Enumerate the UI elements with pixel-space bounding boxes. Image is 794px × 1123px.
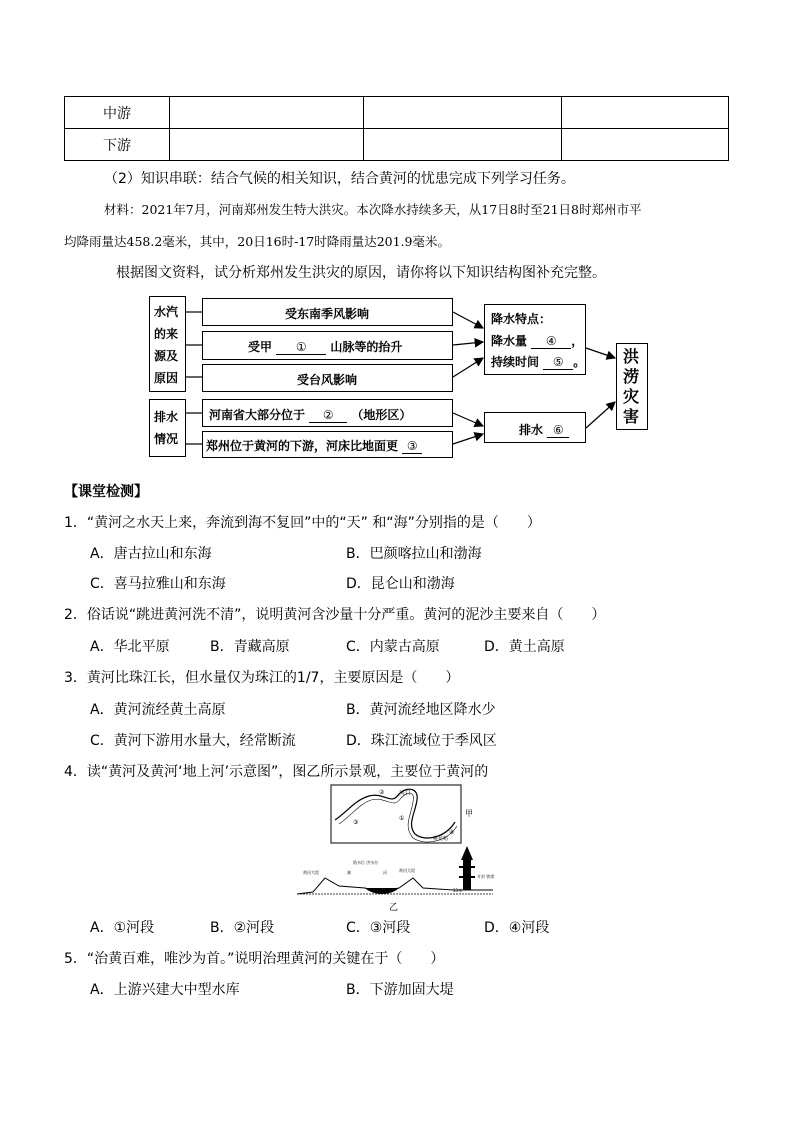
precip-amount-label: 降水量 bbox=[491, 334, 528, 348]
label-char: 害 bbox=[623, 407, 640, 426]
label-char: 水汽 bbox=[154, 305, 179, 319]
pagoda-icon bbox=[459, 846, 475, 890]
blank-3[interactable]: ③ bbox=[402, 439, 422, 454]
diagram-instruction: 根据图文资料，试分析郑州发生洪灾的原因，请你将以下知识结构图补充完整。 bbox=[116, 265, 606, 281]
river-label: 河 bbox=[383, 870, 387, 875]
q5-option-b[interactable]: B．下游加固大堤 bbox=[346, 982, 454, 998]
q4-option-d[interactable]: D．④河段 bbox=[484, 920, 550, 936]
q2-option-d[interactable]: D．黄土高原 bbox=[484, 639, 565, 655]
q2-option-c[interactable]: C．内蒙古高原 bbox=[346, 639, 440, 655]
marker-1: ① bbox=[399, 815, 405, 822]
precip-features-box: 降水特点： 降水量 ④ ， 持续时间 ⑤ 。 bbox=[484, 304, 586, 375]
material-line-2: 均降雨量达458.2毫米，其中，20日16时-17时降雨量达201.9毫米。 bbox=[64, 234, 451, 249]
city-label: 河口 bbox=[399, 790, 412, 797]
label-char: 洪 bbox=[623, 347, 640, 366]
q4-option-b[interactable]: B．②河段 bbox=[210, 920, 275, 936]
label-char: 原因 bbox=[154, 371, 179, 385]
city-tower-label: 开封 铁塔 bbox=[477, 874, 495, 879]
q1-option-b[interactable]: B．巴颜喀拉山和渤海 bbox=[346, 546, 482, 562]
q4-option-a[interactable]: A．①河段 bbox=[90, 920, 155, 936]
drainage-box bbox=[484, 412, 586, 443]
marker-4: ④ bbox=[449, 829, 455, 836]
yellow-river-figure bbox=[295, 782, 495, 912]
q1-option-c[interactable]: C．喜马拉雅山和东海 bbox=[90, 576, 226, 592]
blank-5[interactable]: ⑤ bbox=[543, 355, 573, 370]
blank-2[interactable]: ② bbox=[309, 408, 347, 423]
q3-option-c[interactable]: C．黄河下游用水量大，经常断流 bbox=[90, 733, 296, 749]
levee-label-left: 黄河大堤 bbox=[303, 870, 319, 875]
q2-option-a[interactable]: A．华北平原 bbox=[90, 639, 170, 655]
q3-option-b[interactable]: B．黄河流经地区降水少 bbox=[346, 702, 496, 718]
river-bank bbox=[339, 793, 457, 842]
mountain-uplift-box bbox=[202, 331, 453, 360]
q1-option-a[interactable]: A．唐古拉山和东海 bbox=[90, 546, 212, 562]
material-line-1: 材料：2021年7月，河南郑州发生特大洪灾。本次降水持续多天，从17日8时至21日8时郑州市平 bbox=[104, 202, 642, 217]
typhoon-box bbox=[202, 364, 453, 392]
typhoon-text: 受台风影响 bbox=[296, 373, 357, 387]
q1-option-d[interactable]: D．昆仑山和渤海 bbox=[346, 576, 455, 592]
blank-6[interactable]: ⑥ bbox=[547, 423, 569, 438]
question-1: 1．“黄河之水天上来，奔流到海不复回”中的“天” 和“海”分别指的是（ ） bbox=[64, 515, 541, 531]
label-char: 灾 bbox=[623, 387, 640, 406]
q2-option-b[interactable]: B．青藏高原 bbox=[210, 639, 290, 655]
question-3: 3．黄河比珠江长，但水量仅为珠江的1/7，主要原因是（ ） bbox=[64, 670, 460, 686]
question-4: 4．读“黄河及黄河‘地上河’示意图”，图乙所示景观，主要位于黄河的 bbox=[64, 764, 489, 780]
city-label: 桃花峪 bbox=[433, 836, 449, 842]
beach-label: 滩 bbox=[347, 870, 351, 875]
section2-intro: （2）知识串联：结合气候的相关知识，结合黄河的忧患完成下列学习任务。 bbox=[104, 171, 575, 187]
q4-option-c[interactable]: C．③河段 bbox=[346, 920, 411, 936]
drainage-text: 排水 bbox=[519, 423, 544, 437]
marker-2: ② bbox=[379, 789, 385, 796]
terrain-box bbox=[202, 399, 453, 427]
label-char: 情况 bbox=[154, 432, 179, 446]
q3-option-a[interactable]: A．黄河流经黄土高原 bbox=[90, 702, 226, 718]
box4-prefix: 河南省大部分位于 bbox=[209, 408, 306, 422]
row-label-downstream: 下游 bbox=[65, 129, 170, 161]
question-5: 5．“治黄百难，唯沙为首。”说明治理黄河的关键在于（ ） bbox=[64, 951, 445, 967]
vapor-source-label bbox=[149, 296, 186, 392]
question-2: 2．俗话说“跳进黄河洗不清”，说明黄河含沙量十分严重。黄河的泥沙主要来自（ ） bbox=[64, 607, 606, 623]
monsoon-box bbox=[202, 298, 453, 326]
flood-disaster-box bbox=[616, 343, 648, 430]
river-channel bbox=[365, 888, 399, 894]
box2-suffix: 山脉等的抬升 bbox=[330, 340, 403, 354]
riverbed-box bbox=[202, 431, 453, 458]
figure-yi: 乙 bbox=[389, 903, 399, 912]
q5-option-a[interactable]: A．上游兴建大中型水库 bbox=[90, 982, 240, 998]
blank-4[interactable]: ④ bbox=[531, 334, 571, 349]
marker-3: ③ bbox=[353, 819, 359, 826]
label-char: 涝 bbox=[623, 367, 640, 386]
box2-prefix: 受甲 bbox=[248, 340, 273, 354]
label-char: 源及 bbox=[154, 349, 179, 363]
levee-label-right: 黄河大堤 bbox=[399, 868, 415, 873]
box5-prefix: 郑州位于黄河的下游，河床比地面更 bbox=[206, 439, 399, 453]
height-label: 13米 bbox=[453, 888, 463, 893]
figure-jia: 甲 bbox=[465, 809, 473, 818]
row-label-midstream: 中游 bbox=[65, 97, 170, 129]
section-title: 【课堂检测】 bbox=[64, 484, 148, 500]
duration-label: 持续时间 bbox=[491, 355, 540, 369]
q3-option-d[interactable]: D．珠江流域位于季风区 bbox=[346, 733, 497, 749]
box4-suffix: （地形区） bbox=[351, 408, 412, 422]
drainage-label bbox=[149, 399, 186, 457]
label-char: 的来 bbox=[154, 327, 179, 341]
water-level-label: 防水位 洪水位 bbox=[353, 860, 379, 865]
blank-1[interactable]: ① bbox=[276, 340, 326, 355]
monsoon-text: 受东南季风影响 bbox=[284, 307, 369, 321]
river-line bbox=[335, 789, 455, 838]
label-char: 排水 bbox=[154, 410, 179, 424]
precip-title: 降水特点： bbox=[491, 312, 552, 326]
